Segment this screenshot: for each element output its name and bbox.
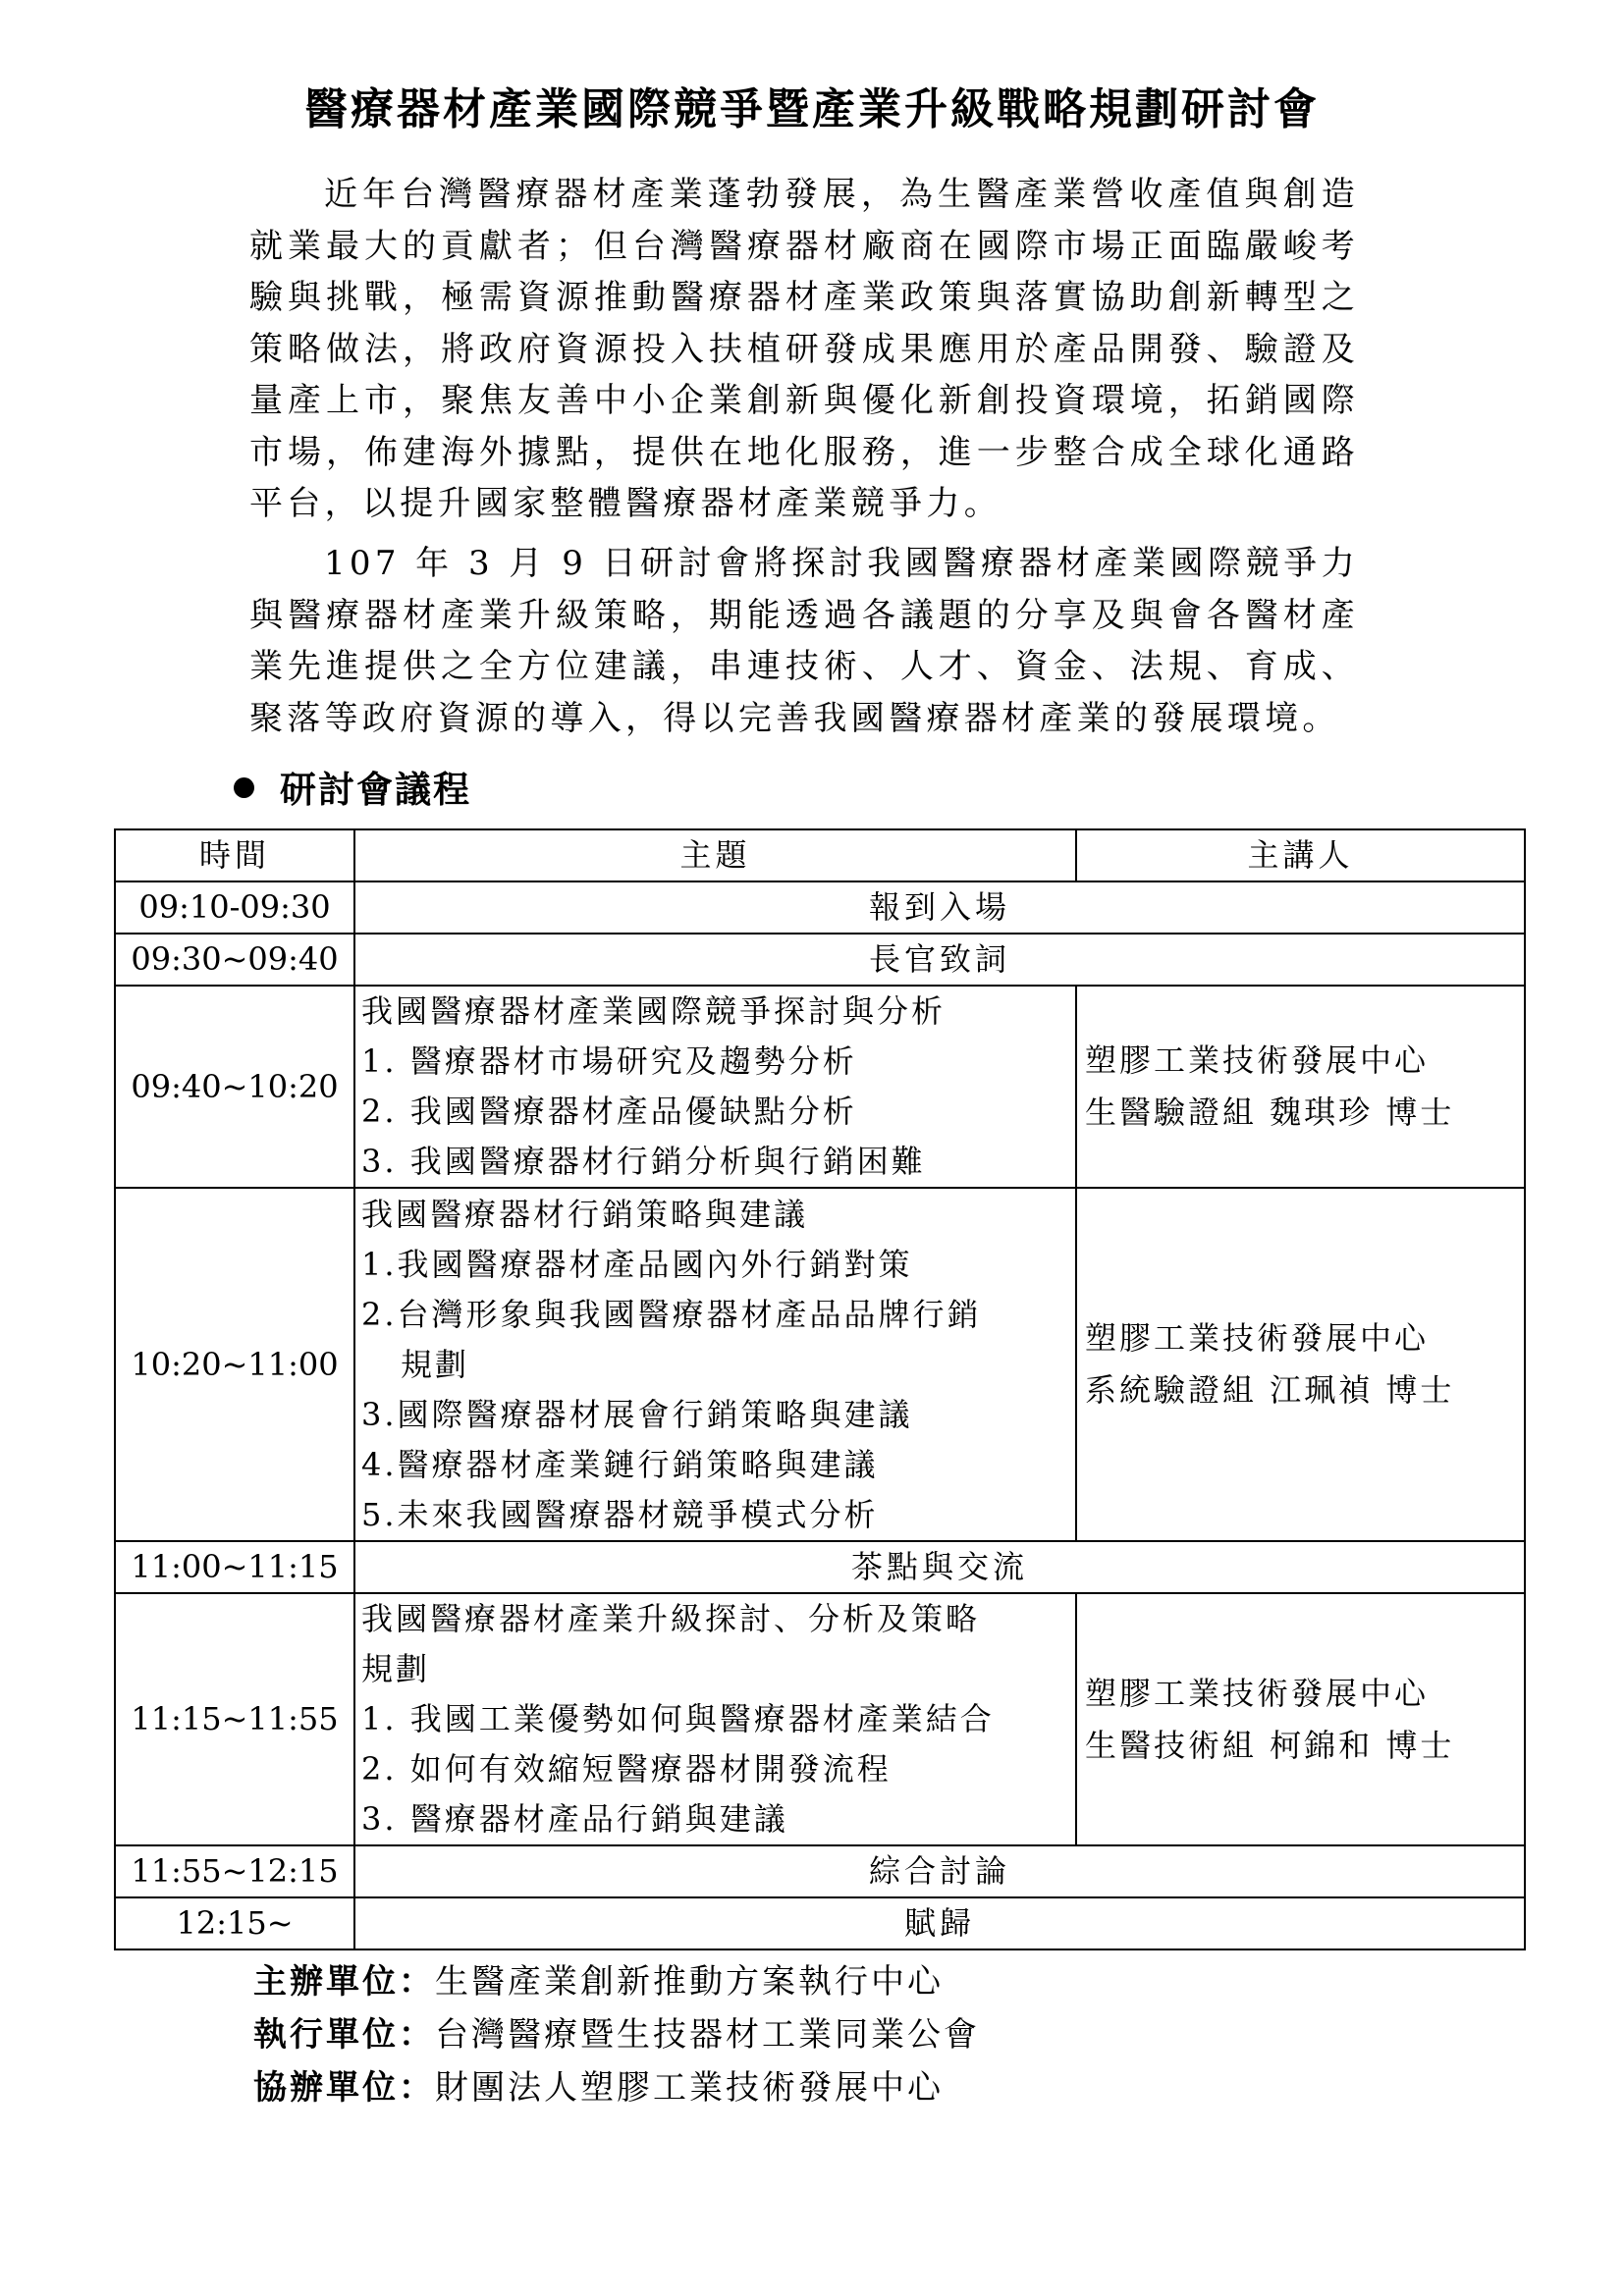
- table-row: [115, 1593, 1525, 1845]
- table-row: [115, 986, 1525, 1188]
- topic-item: 5.未來我國醫療器材競爭模式分析: [361, 1495, 879, 1533]
- topic-cell: [354, 986, 1076, 1188]
- speaker-name: 生醫驗證組 魏琪珍 博士: [1085, 1094, 1455, 1131]
- event-cell: 茶點與交流: [354, 1541, 1525, 1593]
- speaker-cell: [1076, 986, 1525, 1188]
- speaker-cell: [1076, 1593, 1525, 1845]
- agenda-heading-text: 研討會議程: [280, 768, 471, 811]
- event-cell: 賦歸: [354, 1897, 1525, 1949]
- event-cell: 報到入場: [354, 881, 1525, 934]
- topic-title: 我國醫療器材產業升級探討、分析及策略: [361, 1600, 981, 1637]
- co-organizer-line: [253, 2061, 980, 2114]
- speaker-org: 塑膠工業技術發展中心: [1085, 1319, 1430, 1357]
- organizers-block: [253, 1955, 980, 2114]
- speaker-cell: [1076, 1188, 1525, 1541]
- speaker-name: 生醫技術組 柯錦和 博士: [1085, 1726, 1455, 1764]
- topic-title-continuation: 規劃: [361, 1650, 431, 1687]
- topic-item: 1. 醫療器材市場研究及趨勢分析: [361, 1042, 857, 1080]
- event-cell: 綜合討論: [354, 1845, 1525, 1897]
- topic-item: 2. 如何有效縮短醫療器材開發流程: [361, 1750, 892, 1788]
- organizer-label: 主辦單位：: [253, 1962, 435, 2002]
- organizer-value: 生醫產業創新推動方案執行中心: [435, 1962, 944, 2002]
- topic-item: 2. 我國醫療器材產品優缺點分析: [361, 1093, 857, 1130]
- topic-item: 4.醫療器材產業鏈行銷策略與建議: [361, 1445, 879, 1483]
- header-time: 時間: [115, 829, 354, 881]
- topic-title: 我國醫療器材行銷策略與建議: [361, 1195, 809, 1233]
- time-cell: 09:40~10:20: [115, 986, 354, 1188]
- co-organizer-label: 協辦單位：: [253, 2068, 435, 2108]
- time-cell: 12:15~: [115, 1897, 354, 1949]
- intro-paragraph-1: 近年台灣醫療器材產業蓬勃發展，為生醫產業營收產值與創造就業最大的貢獻者；但台灣醫療器材廠商在國際市場正面臨嚴峻考驗與挑戰，極需資源推動醫療器材產業政策與落實協助創新轉型之策略做法，將政府資源投入扶植研發成果應用於產品開發、驗證及量產上市，聚焦友善中小企業創新與優化新創投資環境，拓銷國際市場，佈建海外據點，提供在地化服務，進一步整合成全球化通路平台，以提升國家整體醫療器材產業競爭力。: [249, 175, 1359, 523]
- time-cell: 09:10-09:30: [115, 881, 354, 934]
- topic-item: 2.台灣形象與我國醫療器材產品品牌行銷: [361, 1295, 982, 1333]
- table-row: [115, 881, 1525, 934]
- topic-item-continuation: 規劃: [401, 1345, 470, 1383]
- time-cell: 11:15~11:55: [115, 1593, 354, 1845]
- time-cell: 09:30~09:40: [115, 934, 354, 986]
- table-row: [115, 1845, 1525, 1897]
- time-cell: 11:55~12:15: [115, 1845, 354, 1897]
- time-cell: 11:00~11:15: [115, 1541, 354, 1593]
- table-row: [115, 1541, 1525, 1593]
- executor-line: [253, 2008, 980, 2061]
- organizer-line: [253, 1955, 980, 2008]
- bullet-icon: [234, 777, 254, 798]
- event-cell: 長官致詞: [354, 934, 1525, 986]
- executor-value: 台灣醫療暨生技器材工業同業公會: [435, 2015, 980, 2055]
- topic-item: 1. 我國工業優勢如何與醫療器材產業結合: [361, 1700, 995, 1737]
- time-cell: 10:20~11:00: [115, 1188, 354, 1541]
- header-speaker: 主講人: [1076, 829, 1525, 881]
- topic-item: 3.國際醫療器材展會行銷策略與建議: [361, 1395, 913, 1433]
- co-organizer-value: 財團法人塑膠工業技術發展中心: [435, 2068, 944, 2108]
- agenda-heading: [234, 764, 471, 815]
- header-topic: 主題: [354, 829, 1076, 881]
- intro-paragraph-2: 107 年 3 月 9 日研討會將探討我國醫療器材產業國際競爭力與醫療器材產業升級策略，期能透過各議題的分享及與會各醫材產業先進提供之全方位建議，串連技術、人才、資金、法規、育成、聚落等政府資源的導入，得以完善我國醫療器材產業的發展環境。: [249, 544, 1359, 738]
- speaker-org: 塑膠工業技術發展中心: [1085, 1041, 1430, 1079]
- topic-item: 1.我國醫療器材產品國內外行銷對策: [361, 1245, 913, 1283]
- executor-label: 執行單位：: [253, 2015, 435, 2055]
- topic-title: 我國醫療器材產業國際競爭探討與分析: [361, 992, 947, 1030]
- table-row: [115, 1188, 1525, 1541]
- agenda-table: [114, 828, 1526, 1950]
- table-row: [115, 1897, 1525, 1949]
- table-header-row: [115, 829, 1525, 881]
- topic-item: 3. 醫療器材產品行銷與建議: [361, 1800, 788, 1838]
- topic-cell: [354, 1593, 1076, 1845]
- topic-item: 3. 我國醫療器材行銷分析與行銷困難: [361, 1143, 926, 1180]
- speaker-org: 塑膠工業技術發展中心: [1085, 1674, 1430, 1712]
- document-title: 醫療器材產業國際競爭暨產業升級戰略規劃研討會: [304, 84, 1320, 134]
- table-row: [115, 934, 1525, 986]
- topic-cell: [354, 1188, 1076, 1541]
- speaker-name: 系統驗證組 江珮禎 博士: [1085, 1371, 1455, 1409]
